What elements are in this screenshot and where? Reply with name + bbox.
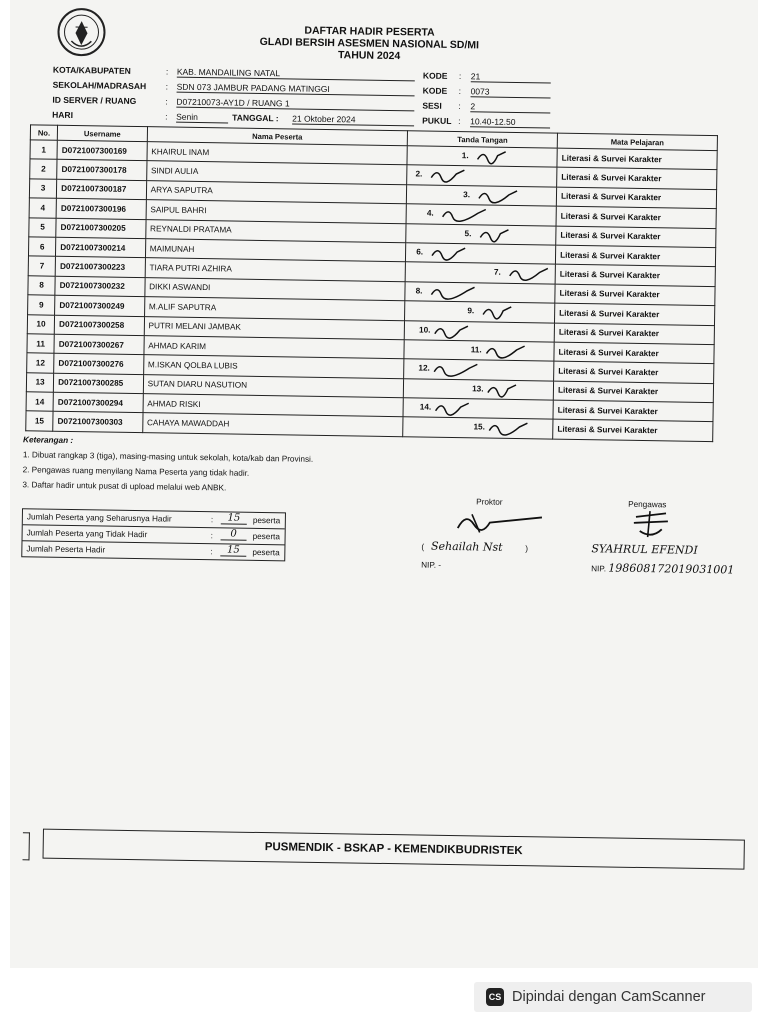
info-row-kota: KOTA/KABUPATEN : KAB. MANDAILING NATAL KODE : 21 — [53, 65, 573, 88]
summary-row: Jumlah Peserta yang Seharusnya Hadir : 15 peserta — [23, 509, 285, 529]
row-signature-cell — [404, 359, 554, 381]
pukul-label: PUKUL — [422, 115, 452, 126]
row-username: D0721007300214 — [56, 237, 146, 258]
sesi-label: SESI — [422, 100, 442, 111]
kode2-value: 0073 — [471, 86, 551, 98]
sesi-value: 2 — [470, 101, 550, 113]
row-signature-cell — [406, 243, 556, 265]
kota-label: KOTA/KABUPATEN — [52, 64, 131, 76]
pengawas-name: SYAHRUL EFENDI — [591, 542, 698, 557]
handwritten-signature — [485, 341, 545, 360]
row-signature-cell — [407, 146, 557, 168]
row-nama: SINDI AULIA — [146, 161, 407, 184]
handwritten-signature — [429, 166, 489, 185]
proktor-signature — [452, 506, 552, 538]
summary-label: Jumlah Peserta yang Tidak Hadir — [26, 528, 148, 540]
row-username: D0721007300276 — [54, 354, 144, 375]
row-mapel: Literasi & Survei Karakter — [553, 400, 713, 422]
handwritten-signature — [508, 264, 568, 283]
summary-row: Jumlah Peserta yang Tidak Hadir : 0 peserta — [22, 525, 284, 545]
row-nama: MAIMUNAH — [145, 239, 406, 262]
handwritten-signature — [430, 244, 490, 263]
row-username: D0721007300169 — [57, 140, 147, 161]
row-mapel: Literasi & Survei Karakter — [557, 168, 717, 190]
handwritten-signature — [441, 205, 501, 224]
col-header-nama: Nama Peserta — [147, 127, 408, 146]
row-username: D0721007300267 — [54, 334, 144, 355]
proktor-label: Proktor — [476, 497, 503, 507]
row-no: 13 — [26, 372, 53, 392]
row-username: D0721007300285 — [53, 373, 143, 394]
tanggal-label: TANGGAL : — [232, 112, 279, 124]
row-signature-cell — [406, 223, 556, 245]
camscanner-icon: CS — [486, 988, 504, 1006]
signature-number: 9. — [467, 306, 475, 316]
signature-number: 8. — [415, 286, 423, 296]
handwritten-signature — [477, 186, 537, 205]
row-mapel: Literasi & Survei Karakter — [555, 303, 715, 325]
note-item: 2. Pengawas ruang menyilang Nama Peserta yang tidak hadir. — [22, 465, 250, 478]
row-nama: AHMAD KARIM — [144, 336, 405, 359]
handwritten-signature — [430, 282, 490, 301]
row-nama: CAHAYA MAWADDAH — [142, 413, 403, 436]
handwritten-signature — [433, 321, 493, 340]
row-mapel: Literasi & Survei Karakter — [554, 361, 714, 383]
row-nama: M.ISKAN QOLBA LUBIS — [143, 355, 404, 378]
row-signature-cell — [405, 301, 555, 323]
col-header-mapel: Mata Pelajaran — [557, 133, 717, 151]
document-page — [10, 0, 758, 968]
row-signature-cell — [403, 417, 553, 439]
kode2-label: KODE — [422, 85, 448, 96]
row-username: D0721007300223 — [55, 257, 145, 278]
row-no: 10 — [27, 314, 54, 334]
document-title-block — [209, 23, 530, 64]
row-signature-cell — [406, 204, 556, 226]
server-value: D07210073-AY1D / RUANG 1 — [176, 97, 414, 112]
signature-number: 7. — [493, 267, 501, 278]
signature-number: 6. — [416, 247, 424, 257]
row-username: D0721007300232 — [55, 276, 145, 297]
handwritten-signature — [486, 380, 546, 399]
row-username: D0721007300303 — [53, 412, 143, 433]
pengawas-nip: 198608172019031001 — [608, 561, 735, 577]
row-nama: REYNALDI PRATAMA — [145, 219, 406, 242]
row-signature-cell — [407, 185, 557, 207]
row-nama: KHAIRUL INAM — [147, 142, 408, 165]
tut-wuri-handayani-logo — [53, 7, 110, 58]
row-signature-cell — [405, 262, 555, 284]
summary-unit: peserta — [252, 531, 280, 542]
row-mapel: Literasi & Survei Karakter — [555, 284, 715, 306]
summary-unit: peserta — [252, 547, 280, 558]
summary-box — [21, 508, 286, 561]
row-mapel: Literasi & Survei Karakter — [554, 323, 714, 345]
row-nama: TIARA PUTRI AZHIRA — [145, 258, 406, 281]
summary-row: Jumlah Peserta Hadir : 15 peserta — [26, 544, 280, 558]
handwritten-signature — [432, 360, 492, 379]
notes-section — [22, 432, 423, 498]
signature-number: 15. — [473, 422, 485, 432]
pengawas-signature — [626, 509, 706, 540]
signature-number: 14. — [419, 402, 432, 412]
kode1-value: 21 — [471, 71, 551, 83]
identity-info — [52, 65, 573, 133]
row-no: 8 — [28, 276, 55, 296]
pengawas-label: Pengawas — [628, 499, 667, 510]
signature-number: 11. — [470, 345, 482, 355]
notes-heading: Keterangan : — [23, 435, 74, 446]
row-no: 2 — [30, 159, 57, 179]
attendance-table — [25, 124, 718, 442]
pengawas-signature-block — [591, 499, 758, 577]
info-row-sekolah: SEKOLAH/MADRASAH : SDN 073 JAMBUR PADANG MATINGGI KODE : 0073 — [53, 80, 573, 103]
note-item: 1. Dibuat rangkap 3 (tiga), masing-masing untuk sekolah, kota/kab dan Provinsi. — [22, 450, 314, 464]
row-no: 15 — [26, 411, 53, 431]
row-username: D0721007300258 — [54, 315, 144, 336]
kota-value: KAB. MANDAILING NATAL — [177, 67, 415, 82]
row-no: 7 — [28, 256, 55, 276]
handwritten-signature — [478, 225, 538, 244]
row-no: 14 — [26, 392, 53, 412]
row-signature-cell — [405, 281, 555, 303]
summary-label: Jumlah Peserta yang Seharusnya Hadir — [26, 512, 172, 524]
row-username: D0721007300178 — [57, 160, 147, 181]
row-no: 11 — [27, 334, 54, 354]
row-nama: PUTRI MELANI JAMBAK — [144, 316, 405, 339]
info-row-server: ID SERVER / RUANG : D07210073-AY1D / RUANG 1 SESI : 2 — [52, 95, 572, 118]
signature-number: 13. — [472, 383, 484, 394]
pengawas-nip-label: NIP. — [591, 564, 607, 574]
row-signature-cell — [407, 165, 557, 187]
row-mapel: Literasi & Survei Karakter — [556, 187, 716, 209]
row-nama: M.ALIF SAPUTRA — [144, 297, 405, 320]
row-nama: DIKKI ASWANDI — [145, 277, 406, 300]
signature-number: 10. — [418, 324, 431, 335]
summary-value: 15 — [221, 512, 247, 524]
row-username: D0721007300249 — [55, 295, 145, 316]
row-username: D0721007300187 — [57, 179, 147, 200]
row-mapel: Literasi & Survei Karakter — [555, 264, 715, 286]
row-nama: ARYA SAPUTRA — [146, 180, 407, 203]
note-item: 3. Daftar hadir untuk pusat di upload melalui web ANBK. — [22, 480, 227, 493]
row-mapel: Literasi & Survei Karakter — [554, 342, 714, 364]
row-signature-cell — [404, 340, 554, 362]
signature-number: 12. — [418, 363, 430, 373]
row-mapel: Literasi & Survei Karakter — [556, 206, 716, 228]
proktor-signature-block: Proktor ( Sehailah Nst ) NIP. - — [421, 497, 572, 572]
row-username: D0721007300294 — [53, 392, 143, 413]
server-label: ID SERVER / RUANG — [52, 94, 137, 106]
hari-value: Senin — [176, 112, 228, 124]
row-mapel: Literasi & Survei Karakter — [556, 226, 716, 248]
row-mapel: Literasi & Survei Karakter — [555, 245, 715, 267]
col-header-username: Username — [57, 125, 147, 141]
row-no: 9 — [28, 295, 55, 315]
row-no: 12 — [27, 353, 54, 373]
pukul-value: 10.40-12.50 — [470, 116, 550, 128]
proktor-name: Sehailah Nst — [430, 539, 503, 554]
footer-text: PUSMENDIK - BSKAP - KEMENDIKBUDRISTEK — [43, 829, 745, 870]
signature-number: 4. — [426, 208, 434, 218]
proktor-nip-label: NIP. — [421, 560, 437, 570]
camscanner-text: Dipindai dengan CamScanner — [512, 989, 706, 1005]
handwritten-signature — [487, 419, 547, 438]
summary-unit: peserta — [252, 515, 281, 526]
col-header-no: No. — [30, 125, 57, 140]
kode1-label: KODE — [422, 70, 448, 81]
row-no: 6 — [28, 237, 55, 257]
row-signature-cell — [403, 378, 553, 400]
row-no: 5 — [29, 217, 56, 237]
row-no: 3 — [29, 179, 56, 199]
row-no: 1 — [30, 140, 57, 160]
document-subtitle: GLADI BERSIH ASESMEN NASIONAL SD/MI — [259, 35, 480, 52]
tanggal-value: 21 Oktober 2024 — [292, 113, 414, 126]
row-mapel: Literasi & Survei Karakter — [557, 148, 717, 170]
info-row-hari: HARI : Senin TANGGAL : 21 Oktober 2024 PUKUL : 10.40-12.50 — [52, 110, 572, 133]
footer-banner — [23, 828, 743, 869]
row-nama: AHMAD RISKI — [143, 394, 404, 417]
summary-value: 0 — [221, 528, 247, 540]
handwritten-signature — [476, 147, 536, 166]
summary-value: 15 — [220, 544, 246, 556]
hari-label: HARI — [52, 109, 74, 121]
summary-label: Jumlah Peserta Hadir — [26, 544, 106, 555]
row-no: 4 — [29, 198, 56, 218]
document-title: DAFTAR HADIR PESERTA — [304, 24, 435, 39]
row-signature-cell — [403, 398, 553, 420]
row-nama: SAIPUL BAHRI — [146, 200, 407, 223]
document-year: TAHUN 2024 — [337, 49, 401, 63]
handwritten-signature — [481, 303, 541, 322]
row-mapel: Literasi & Survei Karakter — [553, 381, 713, 403]
col-header-ttd: Tanda Tangan — [407, 131, 557, 148]
proktor-nip: - — [438, 560, 442, 570]
signature-number: 2. — [415, 169, 423, 179]
sekolah-label: SEKOLAH/MADRASAH — [52, 79, 147, 92]
row-signature-cell — [404, 320, 554, 342]
camscanner-watermark — [474, 982, 752, 1012]
signature-number: 1. — [461, 151, 469, 161]
row-username: D0721007300205 — [56, 218, 146, 239]
row-username: D0721007300196 — [56, 198, 146, 219]
row-mapel: Literasi & Survei Karakter — [553, 420, 713, 442]
signature-number: 5. — [464, 228, 472, 238]
signature-number: 3. — [463, 189, 471, 200]
row-nama: SUTAN DIARU NASUTION — [143, 374, 404, 397]
sekolah-value: SDN 073 JAMBUR PADANG MATINGGI — [177, 82, 415, 97]
handwritten-signature — [434, 399, 494, 418]
